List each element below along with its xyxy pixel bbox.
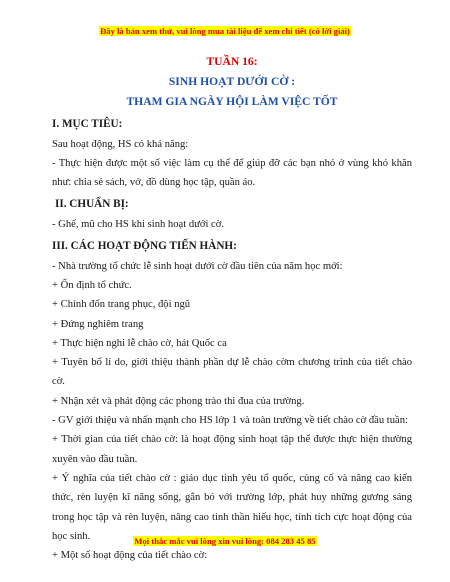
activities-paragraph: + Ý nghĩa của tiết chào cờ : giáo dục tình yêu tổ quốc, củng cố và nâng cao kiến thức, rèn luyện kĩ năng sống, gắn bó với trường lớp, phát huy những gương sáng trong học tập và rèn luyện, nâng cao tinh thần hiếu học, tính tích cực hoạt động của học sinh. xyxy=(52,472,412,542)
lesson-title-line1: SINH HOẠT DƯỚI CỜ : xyxy=(168,75,296,88)
activities-paragraph: + Thời gian của tiết chào cờ: là hoạt động sinh hoạt tập thể được thực hiện thường xuyên vào đầu tuần. xyxy=(52,434,412,465)
activities-heading: III. CÁC HOẠT ĐỘNG TIẾN HÀNH: xyxy=(52,240,237,253)
activities-paragraph: + Nhận xét và phát động các phong trào thi đua của trường. xyxy=(52,395,305,407)
activities-paragraph: + Chỉnh đốn trang phục, đội ngũ xyxy=(52,299,191,311)
activities-paragraph: + Đứng nghiêm trang xyxy=(52,318,144,330)
objectives-heading: I. MỤC TIÊU: xyxy=(52,118,123,130)
preview-notice-text: Đây là bản xem thử, vui lòng mua tài liệu để xem chi tiết (có lời giải) xyxy=(100,26,350,36)
preparation-paragraph: - Ghế, mũ cho HS khi sinh hoạt dưới cờ. xyxy=(52,218,225,230)
activities-paragraph: + Tuyên bố lí do, giới thiệu thành phần dự lễ chào cờm chương trình của tiết chào cờ. xyxy=(52,357,412,388)
objectives-paragraph: - Thực hiện được một số việc làm cụ thể để giúp đỡ các bạn nhỏ ở vùng khó khăn như: chia sẻ sách, vở, đồ dùng học tập, quần áo. xyxy=(52,157,412,189)
activities-paragraph: - Nhà trường tổ chức lễ sinh hoạt dưới cờ đầu tiên của năm học mới: xyxy=(52,260,343,272)
week-title: TUẦN 16: xyxy=(206,55,258,68)
activities-paragraph: + Thực hiện nghi lễ chào cờ, hát Quốc ca xyxy=(52,337,227,349)
document-body xyxy=(52,52,412,565)
activities-paragraph: + Một số hoạt động của tiết chào cờ: xyxy=(52,550,208,562)
objectives-paragraph: Sau hoạt động, HS có khả năng: xyxy=(52,138,189,150)
contact-text: Mọi thắc mắc vui lòng xin vui lòng: 084 283 45 85 xyxy=(134,536,316,546)
activities-paragraph: - GV giới thiệu và nhấn mạnh cho HS lớp 1 và toàn trường về tiết chào cờ đầu tuần: xyxy=(52,415,408,427)
activities-paragraph: + Ổn định tổ chức. xyxy=(52,279,132,291)
lesson-title-line2: THAM GIA NGÀY HỘI LÀM VIỆC TỐT xyxy=(126,95,338,108)
preparation-heading: II. CHUẨN BỊ: xyxy=(55,198,129,211)
contact-banner xyxy=(0,536,450,546)
preview-notice-banner xyxy=(0,26,450,36)
